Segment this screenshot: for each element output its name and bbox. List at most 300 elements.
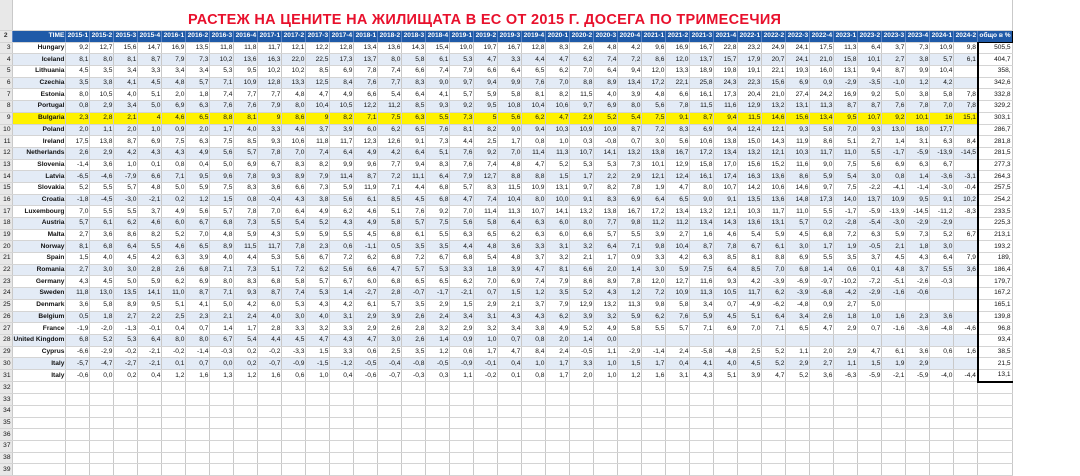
- value-cell[interactable]: 15,8: [690, 159, 714, 171]
- value-cell[interactable]: -1,1: [354, 241, 378, 253]
- value-cell[interactable]: -2,1: [450, 288, 474, 300]
- value-cell[interactable]: 7,7: [594, 218, 618, 230]
- total-cell[interactable]: 358,: [978, 66, 1012, 78]
- value-cell[interactable]: 0,2: [162, 194, 186, 206]
- empty-cell[interactable]: [570, 452, 594, 464]
- value-cell[interactable]: 11,3: [546, 147, 570, 159]
- value-cell[interactable]: 9,6: [642, 42, 666, 54]
- value-cell[interactable]: -10,2: [834, 276, 858, 288]
- country-cell[interactable]: Iceland: [12, 54, 66, 66]
- value-cell[interactable]: 13,2: [618, 147, 642, 159]
- value-cell[interactable]: 4,5: [354, 229, 378, 241]
- empty-cell[interactable]: [330, 441, 354, 453]
- empty-cell[interactable]: [546, 382, 570, 394]
- empty-cell[interactable]: [114, 417, 138, 429]
- value-cell[interactable]: 6,6: [570, 264, 594, 276]
- value-cell[interactable]: -2,6: [906, 276, 930, 288]
- empty-cell[interactable]: [666, 452, 690, 464]
- value-cell[interactable]: 9,3: [426, 101, 450, 113]
- value-cell[interactable]: 13,8: [714, 136, 738, 148]
- value-cell[interactable]: 7,1: [210, 264, 234, 276]
- value-cell[interactable]: 2,9: [426, 299, 450, 311]
- empty-cell[interactable]: [810, 464, 834, 476]
- value-cell[interactable]: 8,1: [546, 264, 570, 276]
- value-cell[interactable]: -2,7: [114, 358, 138, 370]
- empty-cell[interactable]: [738, 382, 762, 394]
- empty-cell[interactable]: [474, 417, 498, 429]
- value-cell[interactable]: 7,6: [354, 77, 378, 89]
- value-cell[interactable]: 24,3: [714, 77, 738, 89]
- empty-cell[interactable]: [114, 429, 138, 441]
- empty-cell[interactable]: [330, 464, 354, 476]
- value-cell[interactable]: 4,5: [282, 334, 306, 346]
- value-cell[interactable]: 6,6: [354, 264, 378, 276]
- value-cell[interactable]: 16,1: [690, 171, 714, 183]
- value-cell[interactable]: 2,9: [618, 171, 642, 183]
- value-cell[interactable]: -4,8: [714, 346, 738, 358]
- empty-cell[interactable]: [786, 441, 810, 453]
- empty-cell[interactable]: [12, 417, 66, 429]
- value-cell[interactable]: 5,6: [858, 159, 882, 171]
- empty-cell[interactable]: [12, 406, 66, 418]
- empty-cell[interactable]: [954, 452, 978, 464]
- empty-cell[interactable]: [762, 441, 786, 453]
- value-cell[interactable]: 9,3: [234, 288, 258, 300]
- value-cell[interactable]: 3,2: [474, 323, 498, 335]
- value-cell[interactable]: 2,2: [138, 311, 162, 323]
- value-cell[interactable]: 4,1: [690, 358, 714, 370]
- value-cell[interactable]: 14,3: [402, 42, 426, 54]
- row-number[interactable]: 28: [0, 334, 12, 346]
- value-cell[interactable]: 10,4: [522, 101, 546, 113]
- value-cell[interactable]: 23,2: [738, 42, 762, 54]
- value-cell[interactable]: 15,4: [426, 42, 450, 54]
- value-cell[interactable]: 11,9: [786, 136, 810, 148]
- value-cell[interactable]: 8,5: [378, 194, 402, 206]
- value-cell[interactable]: 8,0: [690, 182, 714, 194]
- empty-cell[interactable]: [786, 429, 810, 441]
- value-cell[interactable]: 3,1: [906, 136, 930, 148]
- value-cell[interactable]: 3,5: [90, 66, 114, 78]
- value-cell[interactable]: -13,9: [930, 147, 954, 159]
- value-cell[interactable]: 9,2: [66, 42, 90, 54]
- value-cell[interactable]: 5,6: [210, 147, 234, 159]
- value-cell[interactable]: 8,9: [114, 299, 138, 311]
- empty-cell[interactable]: [546, 441, 570, 453]
- value-cell[interactable]: [738, 334, 762, 346]
- empty-cell[interactable]: [210, 394, 234, 406]
- row-number[interactable]: 24: [0, 288, 12, 300]
- value-cell[interactable]: 13,6: [378, 42, 402, 54]
- value-cell[interactable]: 6,6: [354, 89, 378, 101]
- value-cell[interactable]: 1,2: [618, 369, 642, 381]
- value-cell[interactable]: 3,2: [546, 253, 570, 265]
- value-cell[interactable]: 0,8: [882, 171, 906, 183]
- empty-cell[interactable]: [498, 417, 522, 429]
- value-cell[interactable]: [810, 334, 834, 346]
- value-cell[interactable]: [954, 311, 978, 323]
- value-cell[interactable]: 7,6: [450, 147, 474, 159]
- row-number[interactable]: 32: [0, 382, 12, 394]
- value-cell[interactable]: 7,3: [234, 218, 258, 230]
- empty-cell[interactable]: [234, 452, 258, 464]
- header-cell-period[interactable]: 2022-3: [786, 31, 810, 43]
- value-cell[interactable]: 1,3: [210, 369, 234, 381]
- empty-cell[interactable]: [618, 441, 642, 453]
- value-cell[interactable]: 5,2: [90, 334, 114, 346]
- value-cell[interactable]: 5,2: [162, 229, 186, 241]
- value-cell[interactable]: 10,4: [306, 101, 330, 113]
- value-cell[interactable]: 10,9: [882, 194, 906, 206]
- value-cell[interactable]: 6,1: [426, 54, 450, 66]
- empty-cell[interactable]: [498, 394, 522, 406]
- value-cell[interactable]: 16,3: [738, 171, 762, 183]
- value-cell[interactable]: 4,0: [594, 89, 618, 101]
- value-cell[interactable]: 1,2: [618, 288, 642, 300]
- value-cell[interactable]: 4,6: [282, 124, 306, 136]
- value-cell[interactable]: 4,7: [498, 346, 522, 358]
- empty-cell[interactable]: [378, 382, 402, 394]
- value-cell[interactable]: 3,3: [498, 54, 522, 66]
- country-cell[interactable]: Malta: [12, 229, 66, 241]
- value-cell[interactable]: 0,8: [522, 369, 546, 381]
- total-cell[interactable]: 189,: [978, 253, 1012, 265]
- value-cell[interactable]: 2,7: [834, 299, 858, 311]
- value-cell[interactable]: 22,8: [714, 42, 738, 54]
- value-cell[interactable]: 0,1: [162, 358, 186, 370]
- value-cell[interactable]: 6,9: [498, 276, 522, 288]
- value-cell[interactable]: 8,0: [162, 334, 186, 346]
- empty-cell[interactable]: [66, 382, 90, 394]
- value-cell[interactable]: 6,1: [402, 229, 426, 241]
- total-cell[interactable]: 404,7: [978, 54, 1012, 66]
- value-cell[interactable]: 10,9: [666, 288, 690, 300]
- value-cell[interactable]: 0,4: [498, 358, 522, 370]
- value-cell[interactable]: 6,9: [786, 77, 810, 89]
- value-cell[interactable]: 11,3: [618, 299, 642, 311]
- value-cell[interactable]: 7,7: [378, 77, 402, 89]
- value-cell[interactable]: -4,4: [954, 369, 978, 381]
- value-cell[interactable]: 5,0: [114, 276, 138, 288]
- empty-cell[interactable]: [114, 452, 138, 464]
- empty-cell[interactable]: [12, 394, 66, 406]
- empty-cell[interactable]: [426, 441, 450, 453]
- value-cell[interactable]: 5,6: [282, 253, 306, 265]
- value-cell[interactable]: -1,7: [882, 147, 906, 159]
- total-cell[interactable]: 21,5: [978, 358, 1012, 370]
- empty-cell[interactable]: [474, 429, 498, 441]
- empty-cell[interactable]: [738, 441, 762, 453]
- value-cell[interactable]: 5,3: [306, 288, 330, 300]
- header-cell-period[interactable]: 2015-3: [114, 31, 138, 43]
- value-cell[interactable]: 4,5: [786, 229, 810, 241]
- value-cell[interactable]: -4,6: [90, 171, 114, 183]
- value-cell[interactable]: 6,1: [354, 194, 378, 206]
- value-cell[interactable]: 3,8: [306, 194, 330, 206]
- value-cell[interactable]: 6,4: [594, 66, 618, 78]
- row-number[interactable]: 38: [0, 452, 12, 464]
- value-cell[interactable]: 2,8: [90, 112, 114, 124]
- empty-cell[interactable]: [186, 406, 210, 418]
- value-cell[interactable]: 16,7: [498, 42, 522, 54]
- value-cell[interactable]: 5,9: [882, 229, 906, 241]
- value-cell[interactable]: 0,2: [234, 358, 258, 370]
- empty-cell[interactable]: [522, 406, 546, 418]
- empty-cell[interactable]: [738, 464, 762, 476]
- value-cell[interactable]: 8,1: [234, 112, 258, 124]
- value-cell[interactable]: 6,6: [138, 171, 162, 183]
- row-number[interactable]: 11: [0, 136, 12, 148]
- empty-cell[interactable]: [642, 441, 666, 453]
- country-cell[interactable]: Sweden: [12, 288, 66, 300]
- value-cell[interactable]: -2,1: [882, 369, 906, 381]
- empty-cell[interactable]: [138, 406, 162, 418]
- value-cell[interactable]: 14,7: [138, 42, 162, 54]
- value-cell[interactable]: 8,9: [210, 241, 234, 253]
- value-cell[interactable]: [762, 334, 786, 346]
- value-cell[interactable]: 1,8: [834, 311, 858, 323]
- value-cell[interactable]: 12,0: [642, 66, 666, 78]
- value-cell[interactable]: 6,9: [714, 323, 738, 335]
- header-cell-period[interactable]: 2020-3: [594, 31, 618, 43]
- value-cell[interactable]: 8,0: [90, 54, 114, 66]
- country-cell[interactable]: Luxembourg: [12, 206, 66, 218]
- value-cell[interactable]: 3,5: [402, 346, 426, 358]
- value-cell[interactable]: 8,0: [570, 218, 594, 230]
- value-cell[interactable]: 19,8: [714, 66, 738, 78]
- empty-cell[interactable]: [378, 417, 402, 429]
- value-cell[interactable]: -3,9: [762, 276, 786, 288]
- empty-cell[interactable]: [66, 406, 90, 418]
- value-cell[interactable]: 3,3: [282, 323, 306, 335]
- value-cell[interactable]: 6,9: [882, 159, 906, 171]
- empty-cell[interactable]: [858, 429, 882, 441]
- value-cell[interactable]: 19,0: [450, 42, 474, 54]
- value-cell[interactable]: 3,0: [282, 311, 306, 323]
- row-number[interactable]: 10: [0, 124, 12, 136]
- value-cell[interactable]: 3,6: [90, 229, 114, 241]
- value-cell[interactable]: 17,2: [690, 147, 714, 159]
- value-cell[interactable]: 6,8: [66, 334, 90, 346]
- value-cell[interactable]: 10,6: [546, 101, 570, 113]
- empty-cell[interactable]: [858, 394, 882, 406]
- value-cell[interactable]: 10,9: [594, 124, 618, 136]
- value-cell[interactable]: -4,8: [930, 323, 954, 335]
- value-cell[interactable]: 1,0: [594, 369, 618, 381]
- total-cell[interactable]: 286,7: [978, 124, 1012, 136]
- value-cell[interactable]: 4,2: [138, 253, 162, 265]
- value-cell[interactable]: 2,2: [594, 171, 618, 183]
- value-cell[interactable]: 1,8: [90, 311, 114, 323]
- value-cell[interactable]: 1,5: [306, 346, 330, 358]
- value-cell[interactable]: 4,8: [594, 42, 618, 54]
- empty-cell[interactable]: [762, 394, 786, 406]
- empty-cell[interactable]: [930, 406, 954, 418]
- value-cell[interactable]: 3,3: [450, 264, 474, 276]
- value-cell[interactable]: 8,6: [570, 276, 594, 288]
- value-cell[interactable]: 1,8: [906, 241, 930, 253]
- empty-cell[interactable]: [474, 406, 498, 418]
- empty-cell[interactable]: [474, 394, 498, 406]
- empty-cell[interactable]: [690, 394, 714, 406]
- empty-cell[interactable]: [378, 452, 402, 464]
- value-cell[interactable]: 7,9: [450, 66, 474, 78]
- empty-cell[interactable]: [114, 441, 138, 453]
- empty-cell[interactable]: [426, 417, 450, 429]
- empty-cell[interactable]: [882, 417, 906, 429]
- value-cell[interactable]: 6,9: [786, 253, 810, 265]
- value-cell[interactable]: 5,1: [138, 89, 162, 101]
- value-cell[interactable]: 6,3: [930, 136, 954, 148]
- row-number[interactable]: 3: [0, 42, 12, 54]
- empty-cell[interactable]: [138, 429, 162, 441]
- value-cell[interactable]: 7,2: [282, 264, 306, 276]
- value-cell[interactable]: [954, 276, 978, 288]
- value-cell[interactable]: 6,8: [378, 229, 402, 241]
- value-cell[interactable]: 3,9: [570, 311, 594, 323]
- value-cell[interactable]: -5,7: [66, 358, 90, 370]
- empty-cell[interactable]: [258, 382, 282, 394]
- value-cell[interactable]: 6,3: [906, 159, 930, 171]
- value-cell[interactable]: 2,1: [882, 241, 906, 253]
- value-cell[interactable]: -3,6: [930, 171, 954, 183]
- value-cell[interactable]: 7,3: [186, 54, 210, 66]
- value-cell[interactable]: 2,5: [474, 136, 498, 148]
- empty-cell[interactable]: [450, 382, 474, 394]
- value-cell[interactable]: 4,3: [594, 288, 618, 300]
- value-cell[interactable]: 5,9: [282, 229, 306, 241]
- value-cell[interactable]: 17,9: [738, 54, 762, 66]
- value-cell[interactable]: 11,2: [378, 101, 402, 113]
- value-cell[interactable]: 8,3: [402, 77, 426, 89]
- value-cell[interactable]: 4,7: [306, 334, 330, 346]
- empty-cell[interactable]: [594, 382, 618, 394]
- value-cell[interactable]: 6,4: [114, 241, 138, 253]
- value-cell[interactable]: -0,9: [282, 358, 306, 370]
- empty-cell[interactable]: [906, 429, 930, 441]
- value-cell[interactable]: 9,3: [858, 124, 882, 136]
- empty-cell[interactable]: [738, 429, 762, 441]
- empty-cell[interactable]: [378, 429, 402, 441]
- value-cell[interactable]: 4,6: [714, 229, 738, 241]
- value-cell[interactable]: 8,2: [330, 112, 354, 124]
- value-cell[interactable]: 10,5: [90, 89, 114, 101]
- value-cell[interactable]: 9,6: [210, 171, 234, 183]
- value-cell[interactable]: 11,8: [234, 42, 258, 54]
- empty-cell[interactable]: [330, 382, 354, 394]
- value-cell[interactable]: 5,9: [618, 311, 642, 323]
- value-cell[interactable]: 3,6: [906, 346, 930, 358]
- value-cell[interactable]: -2,9: [834, 77, 858, 89]
- empty-cell[interactable]: [618, 406, 642, 418]
- value-cell[interactable]: 4,8: [642, 89, 666, 101]
- empty-cell[interactable]: [882, 406, 906, 418]
- value-cell[interactable]: 11,6: [690, 276, 714, 288]
- value-cell[interactable]: 2,6: [402, 311, 426, 323]
- value-cell[interactable]: 5,9: [666, 264, 690, 276]
- header-cell-period[interactable]: 2022-2: [762, 31, 786, 43]
- country-cell[interactable]: Hungary: [12, 42, 66, 54]
- empty-cell[interactable]: [282, 429, 306, 441]
- value-cell[interactable]: -14,5: [906, 206, 930, 218]
- empty-cell[interactable]: [12, 464, 66, 476]
- value-cell[interactable]: 4: [138, 112, 162, 124]
- value-cell[interactable]: 1,4: [618, 264, 642, 276]
- empty-cell[interactable]: [666, 441, 690, 453]
- value-cell[interactable]: 6,5: [402, 276, 426, 288]
- value-cell[interactable]: 7,1: [210, 288, 234, 300]
- empty-cell[interactable]: [762, 429, 786, 441]
- empty-cell[interactable]: [282, 417, 306, 429]
- value-cell[interactable]: 7,2: [642, 124, 666, 136]
- empty-cell[interactable]: [906, 417, 930, 429]
- country-cell[interactable]: Norway: [12, 241, 66, 253]
- empty-cell[interactable]: [714, 464, 738, 476]
- empty-cell[interactable]: [714, 417, 738, 429]
- value-cell[interactable]: 10,5: [714, 288, 738, 300]
- value-cell[interactable]: 1,0: [546, 136, 570, 148]
- empty-cell[interactable]: [954, 394, 978, 406]
- empty-cell[interactable]: [426, 464, 450, 476]
- value-cell[interactable]: 4,3: [690, 369, 714, 381]
- value-cell[interactable]: 2,5: [738, 346, 762, 358]
- empty-cell[interactable]: [12, 452, 66, 464]
- empty-cell[interactable]: [234, 441, 258, 453]
- value-cell[interactable]: -4,6: [954, 323, 978, 335]
- value-cell[interactable]: 8,1: [66, 54, 90, 66]
- value-cell[interactable]: 6,8: [90, 241, 114, 253]
- empty-cell[interactable]: [162, 429, 186, 441]
- value-cell[interactable]: 13,7: [690, 54, 714, 66]
- value-cell[interactable]: -4,1: [882, 182, 906, 194]
- value-cell[interactable]: 13,5: [114, 288, 138, 300]
- value-cell[interactable]: 7,9: [546, 276, 570, 288]
- value-cell[interactable]: 2,1: [210, 311, 234, 323]
- value-cell[interactable]: 12,1: [282, 42, 306, 54]
- value-cell[interactable]: 5,5: [258, 218, 282, 230]
- value-cell[interactable]: 5,8: [498, 89, 522, 101]
- value-cell[interactable]: 27,4: [786, 89, 810, 101]
- total-cell[interactable]: 186,4: [978, 264, 1012, 276]
- empty-cell[interactable]: [12, 382, 66, 394]
- value-cell[interactable]: 16,7: [618, 206, 642, 218]
- value-cell[interactable]: 9,8: [642, 299, 666, 311]
- header-cell-period[interactable]: 2021-1: [642, 31, 666, 43]
- total-cell[interactable]: 139,8: [978, 311, 1012, 323]
- value-cell[interactable]: 6,7: [186, 218, 210, 230]
- value-cell[interactable]: 1,7: [642, 358, 666, 370]
- value-cell[interactable]: 3,0: [642, 136, 666, 148]
- empty-cell[interactable]: [450, 394, 474, 406]
- value-cell[interactable]: 14,6: [762, 112, 786, 124]
- value-cell[interactable]: 5,1: [162, 299, 186, 311]
- value-cell[interactable]: 5,0: [210, 299, 234, 311]
- value-cell[interactable]: 1,7: [546, 369, 570, 381]
- header-cell-period[interactable]: 2017-1: [258, 31, 282, 43]
- value-cell[interactable]: 22,1: [666, 77, 690, 89]
- value-cell[interactable]: 9,9: [330, 159, 354, 171]
- value-cell[interactable]: [714, 334, 738, 346]
- value-cell[interactable]: 3,1: [474, 311, 498, 323]
- value-cell[interactable]: -6,8: [810, 288, 834, 300]
- value-cell[interactable]: 14,6: [786, 182, 810, 194]
- value-cell[interactable]: 0,4: [186, 159, 210, 171]
- value-cell[interactable]: 6,4: [330, 147, 354, 159]
- value-cell[interactable]: 3,7: [138, 206, 162, 218]
- value-cell[interactable]: 5,3: [450, 54, 474, 66]
- value-cell[interactable]: -3,9: [786, 288, 810, 300]
- value-cell[interactable]: 13,6: [762, 171, 786, 183]
